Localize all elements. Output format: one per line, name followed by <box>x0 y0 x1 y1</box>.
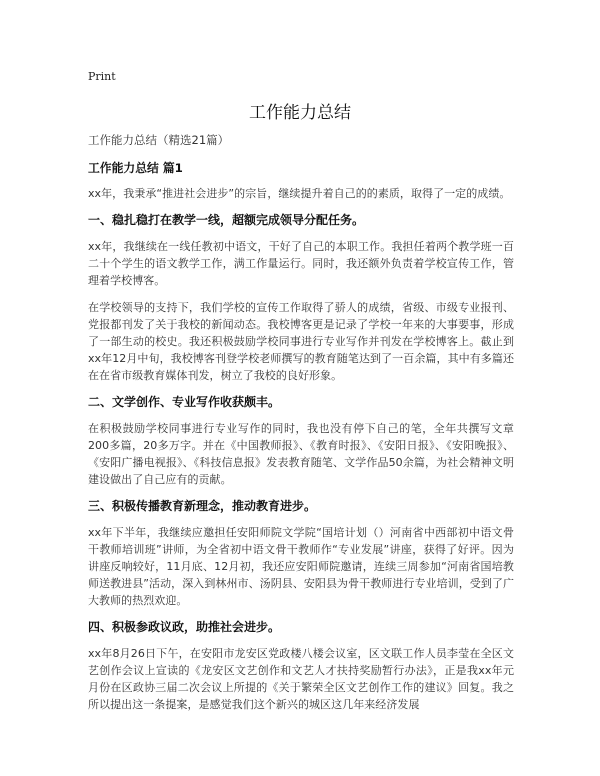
article-subtitle: 工作能力总结（精选21篇） <box>88 133 230 147</box>
section-paragraph: xx年8月26日下午，在安阳市龙安区党政楼八楼会议室，区文联工作人员李莹在全区文艺创作会议上宣读的《龙安区文艺创作和文艺人才扶持奖励暂行办法》，正是我xx年元月份在区政协三届二次会议上所提的《关于繁荣全区文艺创作工作的建议》回复。我之所以提出这一条提案，是感觉我们这个新兴的城区这几年来经济发展 <box>88 647 514 711</box>
section-heading: 四、积极参政议政，助推社会进步。 <box>88 620 281 634</box>
intro-paragraph: xx年，我秉承“推进社会进步”的宗旨，继续提升着自己的的素质，取得了一定的成绩。 <box>88 187 511 200</box>
section-paragraph: 在积极鼓励学校同事进行专业写作的同时，我也没有停下自己的笔，全年共撰写文章200多篇，20多万字。并在《中国教师报》、《教育时报》、《安阳日报》、《安阳晚报》、《安阳广播电视报》、《科技信息报》发表教育随笔、文学作品50余篇，为社会精神文明建设做出了自己应有的贡献。 <box>88 422 514 486</box>
section-paragraph: xx年，我继续在一线任教初中语文，干好了自己的本职工作。我担任着两个教学班一百二十个学生的语文教学工作，满工作量运行。同时，我还额外负责着学校宣传工作，管理着学校博客。 <box>88 240 514 287</box>
section-heading: 二、文学创作、专业写作收获颇丰。 <box>88 395 281 409</box>
page-title: 工作能力总结 <box>249 103 351 123</box>
section-paragraph: 在学校领导的支持下，我们学校的宣传工作取得了骄人的成绩，省级、市级专业报刊、党报都刊发了关于我校的新闻动态。我校博客更是记录了学校一年来的大事要事，形成了一部生动的校史。我还积极鼓励学校同事进行专业写作并刊发在学校博客上。截止到xx年12月中旬，我校博客刊登学校老师撰写的教育随笔达到了一百余篇，其中有多篇还在在省市级教育媒体刊发，树立了我校的良好形象。 <box>88 301 514 382</box>
section-paragraph: xx年下半年，我继续应邀担任安阳师院文学院“国培计划（）河南省中西部初中语文骨干教师培训班”讲师，为全省初中语文骨干教师作“专业发展”讲座，获得了好评。因为讲座反响较好，11月底、12月初，我还应安阳师院邀请，连续三周参加“河南省国培教师送教进县”活动，深入到林州市、汤阴县、安阳县为骨干教师进行专业培训，受到了广大教师的热烈欢迎。 <box>88 526 514 607</box>
print-link[interactable]: Print <box>88 70 116 83</box>
article-heading: 工作能力总结 篇1 <box>88 161 183 175</box>
section-heading: 三、积极传播教育新理念，推动教育进步。 <box>88 499 317 513</box>
article-body <box>88 160 514 723</box>
section-heading: 一、稳扎稳打在教学一线，超额完成领导分配任务。 <box>88 213 365 227</box>
